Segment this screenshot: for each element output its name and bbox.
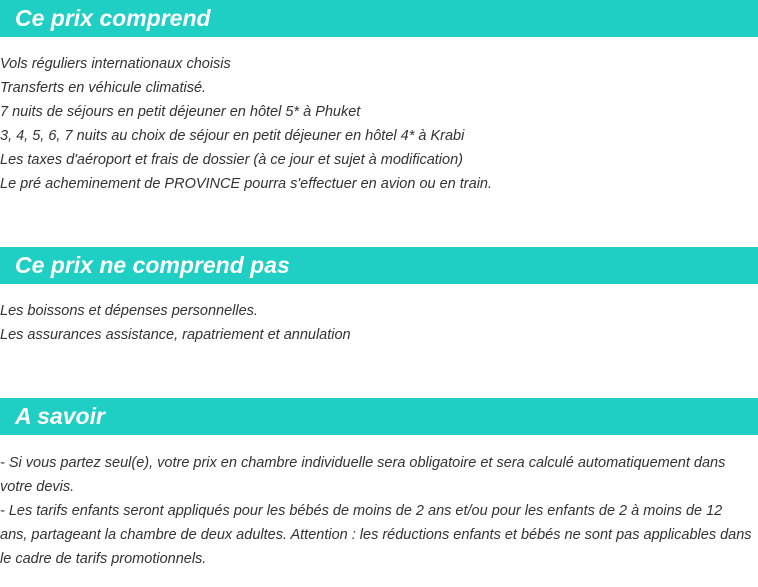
list-item: Transferts en véhicule climatisé. <box>0 80 207 96</box>
list-item: Le pré acheminement de PROVINCE pourra s'effectuer en avion ou en train. <box>0 176 493 192</box>
list-item: Les assurances assistance, rapatriement et annulation <box>0 327 351 343</box>
list-item: 3, 4, 5, 6, 7 nuits au choix de séjour en petit déjeuner en hôtel 4* à Krabi <box>0 128 465 144</box>
list-item: 7 nuits de séjours en petit déjeuner en hôtel 5* à Phuket <box>0 104 361 120</box>
paragraph: - Si vous partez seul(e), votre prix en chambre individuelle sera obligatoire et sera calculé automatiquement dans votre devis. <box>0 455 726 495</box>
section-body-ce-prix-comprend <box>0 52 758 196</box>
section-body-a-savoir <box>0 451 758 571</box>
section-header-ce-prix-comprend <box>0 0 758 37</box>
section-title: Ce prix ne comprend pas <box>15 252 290 278</box>
section-title: Ce prix comprend <box>15 5 211 31</box>
section-header-ce-prix-ne-comprend-pas <box>0 247 758 284</box>
section-title: A savoir <box>15 403 105 429</box>
list-item: Les taxes d'aéroport et frais de dossier (à ce jour et sujet à modification) <box>0 152 463 168</box>
paragraph: - Les tarifs enfants seront appliqués pour les bébés de moins de 2 ans et/ou pour les enfants de 2 à moins de 12 ans, partageant la chambre de deux adultes. Attention : les réductions enfants et bébés ne sont pas applicables dans le cadre de tarifs promotionnels. <box>0 503 752 567</box>
list-item: Vols réguliers internationaux choisis <box>0 56 231 72</box>
section-body-ce-prix-ne-comprend-pas <box>0 299 758 347</box>
section-header-a-savoir <box>0 398 758 435</box>
list-item: Les boissons et dépenses personnelles. <box>0 303 258 319</box>
